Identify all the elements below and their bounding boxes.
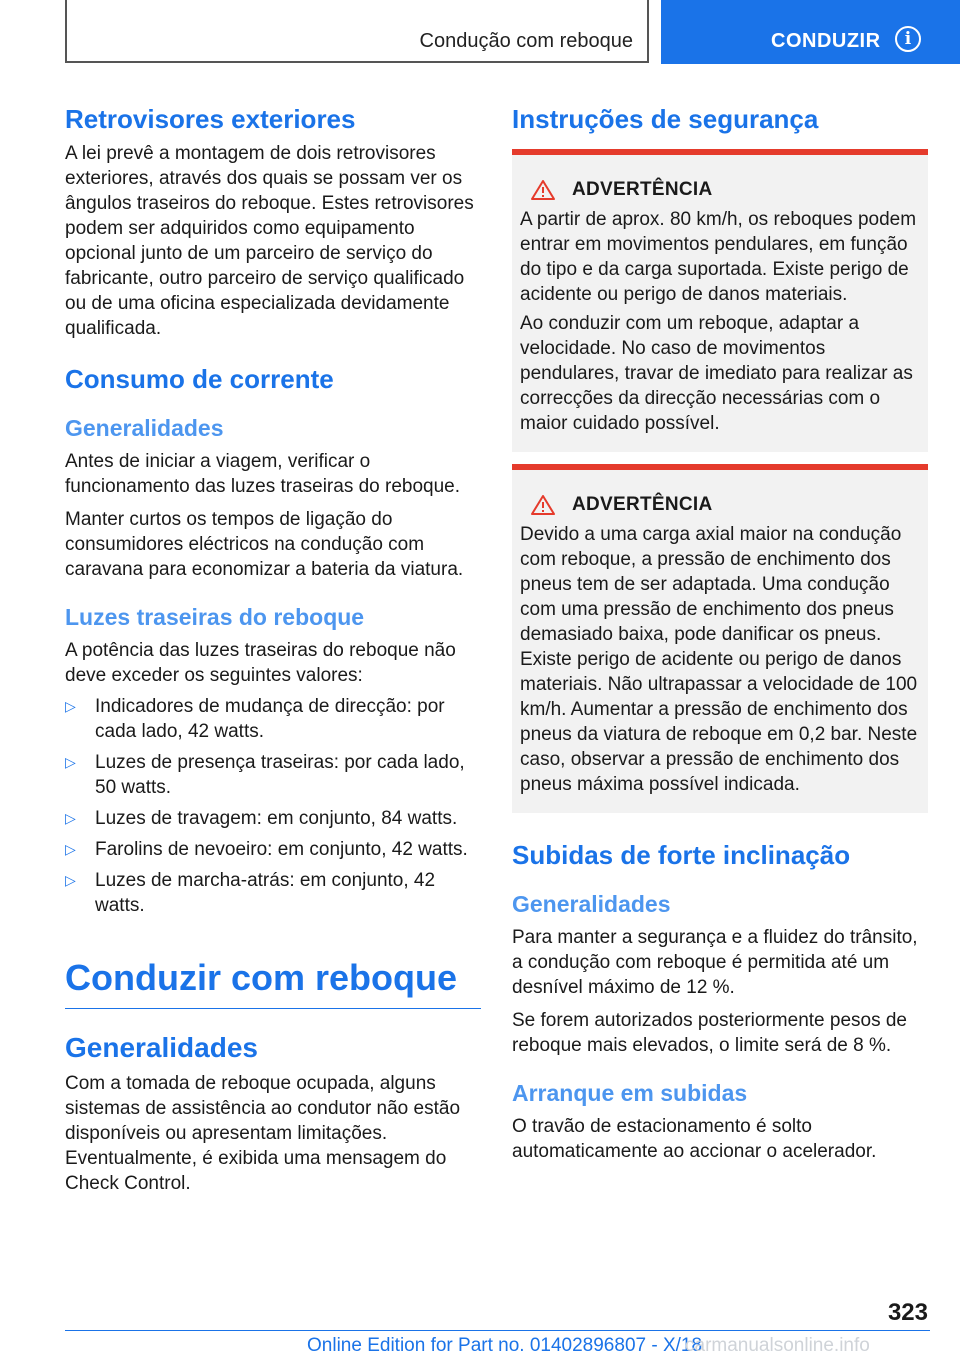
paragraph-luzes: A potência das luzes traseiras do reboque não deve exceder os seguintes valores: <box>65 640 456 686</box>
bullet-list-luzes <box>65 694 481 918</box>
watermark: carmanualsonline.info <box>685 1335 870 1356</box>
list-item: ▷ Farolins de nevoeiro: em conjunto, 42 watts. <box>65 839 468 860</box>
info-icon[interactable]: i <box>895 26 921 52</box>
edition-note: Online Edition for Part no. 01402896807 - X/18 <box>307 1335 703 1356</box>
paragraph-subidas-1: Para manter a segurança e a fluidez do trânsito, a condução com reboque é permitida até um desnível máximo de 12 %. <box>512 927 918 998</box>
warning-header <box>530 179 920 201</box>
warning-triangle-icon <box>530 179 556 201</box>
chapter-heading-conduzir: Conduzir com reboque <box>65 956 481 1009</box>
triangle-bullet-icon: ▷ <box>65 698 76 714</box>
warning-triangle-icon <box>530 494 556 516</box>
triangle-bullet-icon: ▷ <box>65 810 76 826</box>
subheading-luzes: Luzes traseiras do reboque <box>65 604 365 630</box>
paragraph-consumo-1: Antes de iniciar a viagem, verificar o funcionamento das luzes traseiras do reboque. <box>65 451 461 497</box>
page-number: 323 <box>887 1299 928 1326</box>
paragraph-consumo-2: Manter curtos os tempos de ligação do consumidores eléctricos na condução com caravana para economizar a bateria da viatura. <box>65 509 464 580</box>
left-column <box>65 103 481 1196</box>
warning-2-paragraph: Devido a uma carga axial maior na condução com reboque, a pressão de enchimento dos pneus tem de ser adaptada. Uma condução com uma pressão de enchimento dos pneus demasiado baixa, pode danificar os pneus. Existe perigo de acidente ou perigo de danos materiais. Não ultrapassar a velocidade de 100 km/h. Aumentar a pressão de enchimento dos pneus da viatura de reboque em 0,2 bar. Neste caso, observar a pressão de enchimento dos pneus máxima possível indicada. <box>520 524 918 795</box>
warning-label: ADVERTÊNCIA <box>572 179 713 200</box>
warning-label: ADVERTÊNCIA <box>572 494 713 515</box>
subheading-arranque: Arranque em subidas <box>512 1080 748 1106</box>
warning-box-1 <box>512 149 928 452</box>
warning-box-2 <box>512 464 928 813</box>
triangle-bullet-icon: ▷ <box>65 754 76 770</box>
heading-subidas: Subidas de forte inclinação <box>512 840 851 870</box>
paragraph-arranque: O travão de estacionamento é solto automaticamente ao accionar o acelerador. <box>512 1116 877 1162</box>
warning-header <box>530 494 920 516</box>
paragraph-conduzir: Com a tomada de reboque ocupada, alguns sistemas de assistência ao condutor não estão disponíveis ou apresentam limitações. Eventualmente, é exibida uma mensagem do Check Control. <box>65 1073 461 1194</box>
heading-consumo: Consumo de corrente <box>65 364 334 394</box>
warning-1-paragraph-2: Ao conduzir com um reboque, adaptar a velocidade. No caso de movimentos pendulares, travar de imediato para realizar as correcções da direcção necessárias com o maior cuidado possível. <box>520 313 913 434</box>
list-item: ▷ Luzes de marcha-atrás: em conjunto, 42 watts. <box>65 870 436 916</box>
paragraph-subidas-2: Se forem autorizados posteriormente pesos de reboque mais elevados, o limite será de 8 %. <box>512 1010 907 1056</box>
section-title: Condução com reboque <box>419 30 633 52</box>
header-section-box <box>65 0 649 63</box>
paragraph-retrovisores: A lei prevê a montagem de dois retrovisores exteriores, através dos quais se possam ver os ângulos traseiros do reboque. Estes retrovisores podem ser adquiridos como equipamento opcional junto de um parceiro de serviço do fabricante, outro parceiro de serviço qualificado ou de uma oficina especializada devidamente qualificada. <box>65 143 474 339</box>
footer-divider <box>65 1330 930 1331</box>
heading-retrovisores: Retrovisores exteriores <box>65 104 356 134</box>
heading-instrucoes: Instruções de segurança <box>512 104 819 134</box>
right-column <box>512 103 928 1164</box>
chapter-tab[interactable] <box>661 0 960 64</box>
chapter-tab-label: CONDUZIR <box>771 30 881 52</box>
triangle-bullet-icon: ▷ <box>65 872 76 888</box>
warning-1-paragraph-1: A partir de aprox. 80 km/h, os reboques podem entrar em movimentos pendulares, em função do tipo e da carga suportada. Existe perigo de acidente ou perigo de danos materiais. <box>520 209 917 305</box>
list-item: ▷ Luzes de travagem: em conjunto, 84 watts. <box>65 808 458 829</box>
subheading-generalidades-consumo: Generalidades <box>65 415 224 441</box>
list-item: ▷ Indicadores de mudança de direcção: por cada lado, 42 watts. <box>65 696 445 742</box>
list-item: ▷ Luzes de presença traseiras: por cada lado, 50 watts. <box>65 752 465 798</box>
subheading-generalidades-subidas: Generalidades <box>512 891 671 917</box>
triangle-bullet-icon: ▷ <box>65 841 76 857</box>
heading-generalidades-conduzir: Generalidades <box>65 1032 258 1063</box>
